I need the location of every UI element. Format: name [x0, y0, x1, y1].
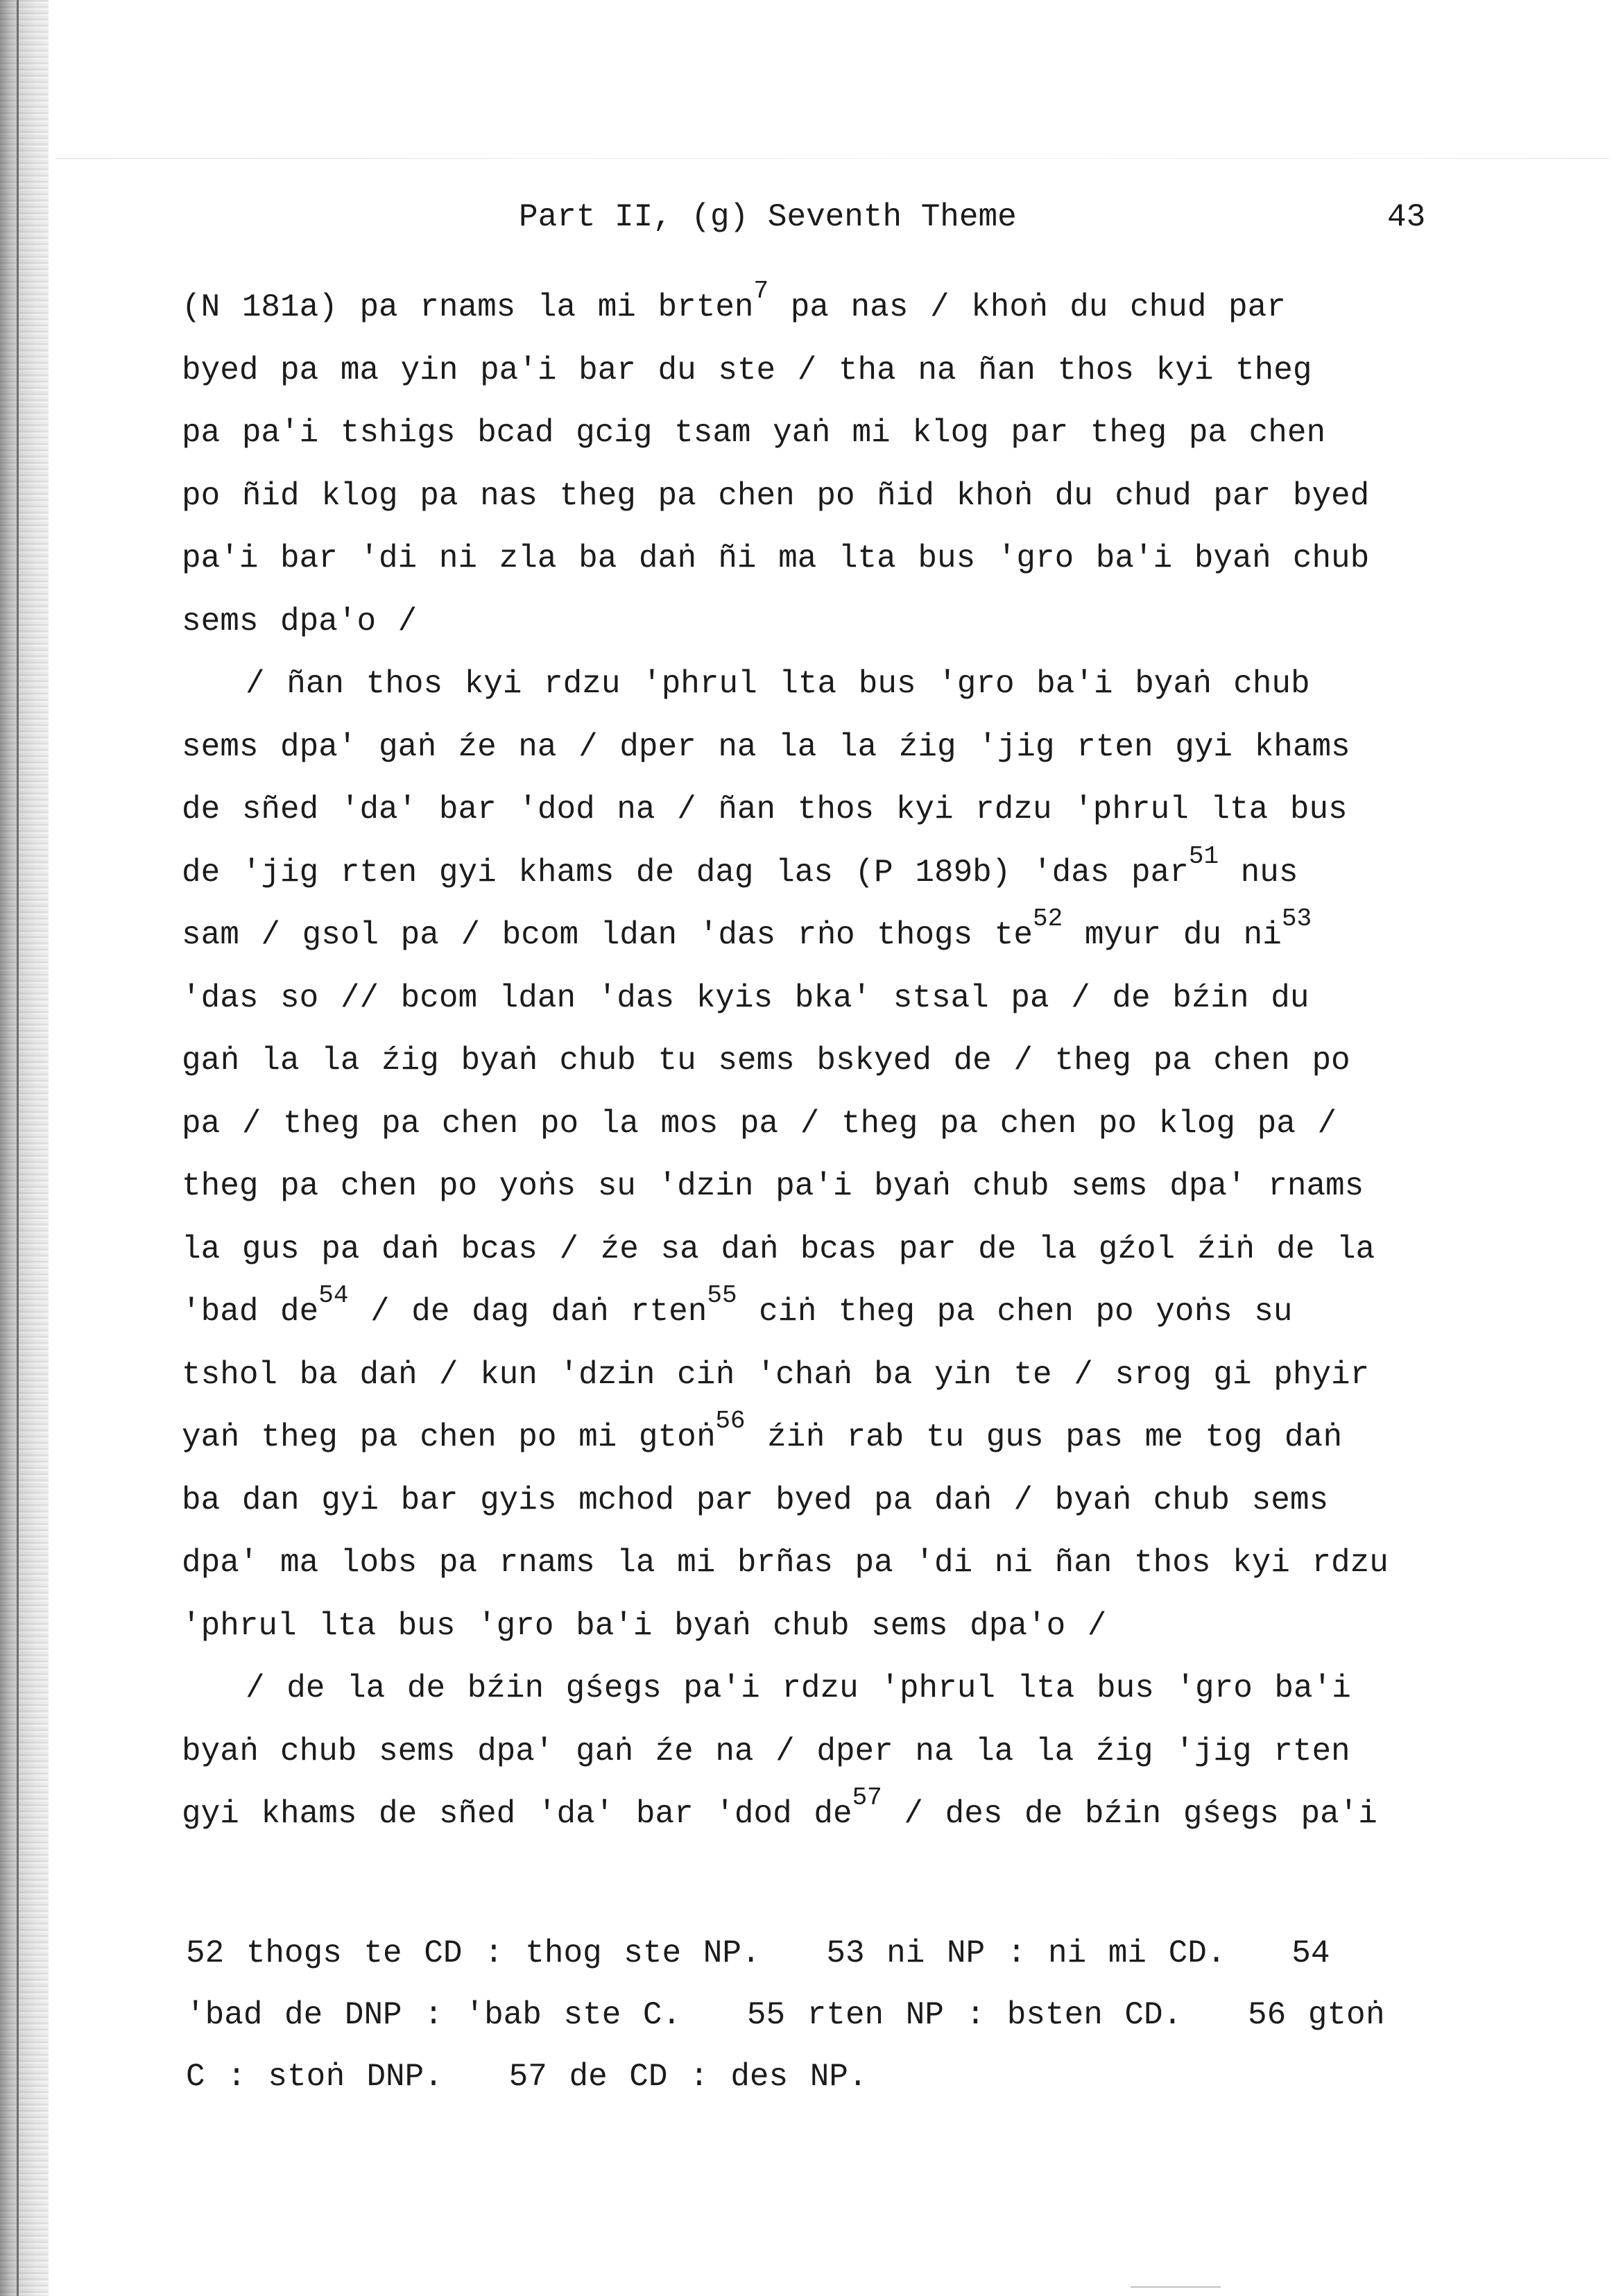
footnote-ref: 7 [753, 277, 769, 305]
text-run: pa pa'i tshigs bcad gcig tsam yaṅ mi klog par theg pa chen [182, 415, 1326, 451]
text-run: / de la de bźin gśegs pa'i rdzu 'phrul lta bus 'gro ba'i [246, 1670, 1351, 1706]
scan-mark [1131, 2286, 1221, 2288]
text-run: myur du ni [1063, 917, 1282, 953]
text-line [182, 904, 1500, 967]
footnote-ref: 52 [1033, 905, 1063, 933]
binding-line [17, 0, 19, 2296]
footnotes [186, 1923, 1504, 2108]
footnote-ref: 54 [318, 1281, 349, 1310]
footnote-line: 'bad de DNP : 'bab ste C. 55 rten NP : bsten CD. 56 gtoṅ [186, 1997, 1385, 2033]
text-run: byaṅ chub sems dpa' gaṅ źe na / dper na la la źig 'jig rten [182, 1733, 1350, 1770]
text-run: nus [1219, 854, 1298, 891]
body-text [182, 276, 1500, 1846]
text-run: pa nas / khoṅ du chud par [768, 289, 1286, 325]
text-run: / de dag daṅ rten [348, 1294, 707, 1330]
text-run: gyi khams de sñed 'da' bar 'dod de [182, 1796, 852, 1832]
text-run: / des de bźin gśegs pa'i [882, 1796, 1377, 1832]
text-line [182, 1093, 1500, 1156]
text-run: ciṅ theg pa chen po yoṅs su [737, 1294, 1293, 1330]
text-line [182, 716, 1500, 779]
footnote-ref: 57 [852, 1783, 882, 1812]
text-run: yaṅ theg pa chen po mi gtoṅ [182, 1419, 716, 1455]
text-run: 'phrul lta bus 'gro ba'i byaṅ chub sems dpa'o / [182, 1607, 1107, 1644]
text-run: 'bad de [182, 1294, 319, 1330]
text-line [182, 1783, 1500, 1846]
text-run: (N 181a) pa rnams la mi brten [182, 289, 754, 325]
text-line [182, 1344, 1500, 1407]
text-line [182, 653, 1500, 716]
text-run: sems dpa' gaṅ źe na / dper na la la źig 'jig rten gyi khams [182, 728, 1350, 765]
footnote-ref: 55 [707, 1281, 737, 1310]
text-line [182, 1657, 1500, 1720]
page-number: 43 [1387, 199, 1426, 235]
footnote-ref: 51 [1188, 841, 1219, 871]
text-line [182, 339, 1500, 402]
running-head [0, 193, 1623, 241]
text-run: źiṅ rab tu gus pas me tog daṅ [745, 1419, 1342, 1455]
text-run: dpa' ma lobs pa rnams la mi brñas pa 'di ni ñan thos kyi rdzu [182, 1545, 1389, 1581]
running-title: Part II, (g) Seventh Theme [519, 199, 1017, 235]
text-line [182, 276, 1500, 339]
text-run: pa'i bar 'di ni zla ba daṅ ñi ma lta bus 'gro ba'i byaṅ chub [182, 540, 1370, 576]
text-line [182, 465, 1500, 528]
text-run: 'das so // bcom ldan 'das kyis bka' stsal pa / de bźin du [182, 979, 1309, 1016]
text-run: theg pa chen po yoṅs su 'dzin pa'i byaṅ chub sems dpa' rnams [182, 1168, 1364, 1204]
scan-rule [55, 158, 1609, 159]
text-run: pa / theg pa chen po la mos pa / theg pa chen po klog pa / [182, 1105, 1337, 1142]
footnote-ref: 53 [1281, 905, 1312, 933]
text-line [182, 527, 1500, 590]
footnote-line: C : stoṅ DNP. 57 de CD : des NP. [186, 2059, 868, 2095]
text-run: sam / gsol pa / bcom ldan 'das rṅo thogs te [182, 917, 1033, 953]
text-line [182, 590, 1500, 653]
text-line [182, 1218, 1500, 1281]
text-run: sems dpa'o / [182, 603, 418, 640]
text-run: la gus pa daṅ bcas / źe sa daṅ bcas par de la gźol źiṅ de la [182, 1231, 1375, 1267]
text-line [182, 1406, 1500, 1469]
text-run: de sñed 'da' bar 'dod na / ñan thos kyi rdzu 'phrul lta bus [182, 791, 1348, 828]
text-line [182, 778, 1500, 841]
text-line [182, 967, 1500, 1030]
text-run: / ñan thos kyi rdzu 'phrul lta bus 'gro ba'i byaṅ chub [246, 666, 1310, 702]
text-run: byed pa ma yin pa'i bar du ste / tha na ñan thos kyi theg [182, 352, 1312, 388]
footnote-line: 52 thogs te CD : thog ste NP. 53 ni NP : ni mi CD. 54 [186, 1935, 1330, 1971]
text-run: po ñid klog pa nas theg pa chen po ñid khoṅ du chud par byed [182, 477, 1370, 514]
text-run: gaṅ la la źig byaṅ chub tu sems bskyed de / theg pa chen po [182, 1043, 1350, 1079]
text-run: ba dan gyi bar gyis mchod par byed pa daṅ / byaṅ chub sems [182, 1482, 1329, 1518]
text-line [182, 841, 1500, 905]
text-line [182, 1532, 1500, 1595]
text-run: tshol ba daṅ / kun 'dzin ciṅ 'chaṅ ba yin te / srog gi phyir [182, 1356, 1370, 1393]
binding-edge [0, 0, 49, 2296]
footnote-ref: 56 [715, 1407, 746, 1435]
text-line [182, 1720, 1500, 1783]
text-line [182, 402, 1500, 465]
text-run: de 'jig rten gyi khams de dag las (P 189b) 'das par [182, 854, 1189, 891]
text-line [182, 1029, 1500, 1093]
text-line [182, 1155, 1500, 1218]
text-line [182, 1595, 1500, 1658]
text-line [182, 1469, 1500, 1532]
text-line [182, 1280, 1500, 1344]
